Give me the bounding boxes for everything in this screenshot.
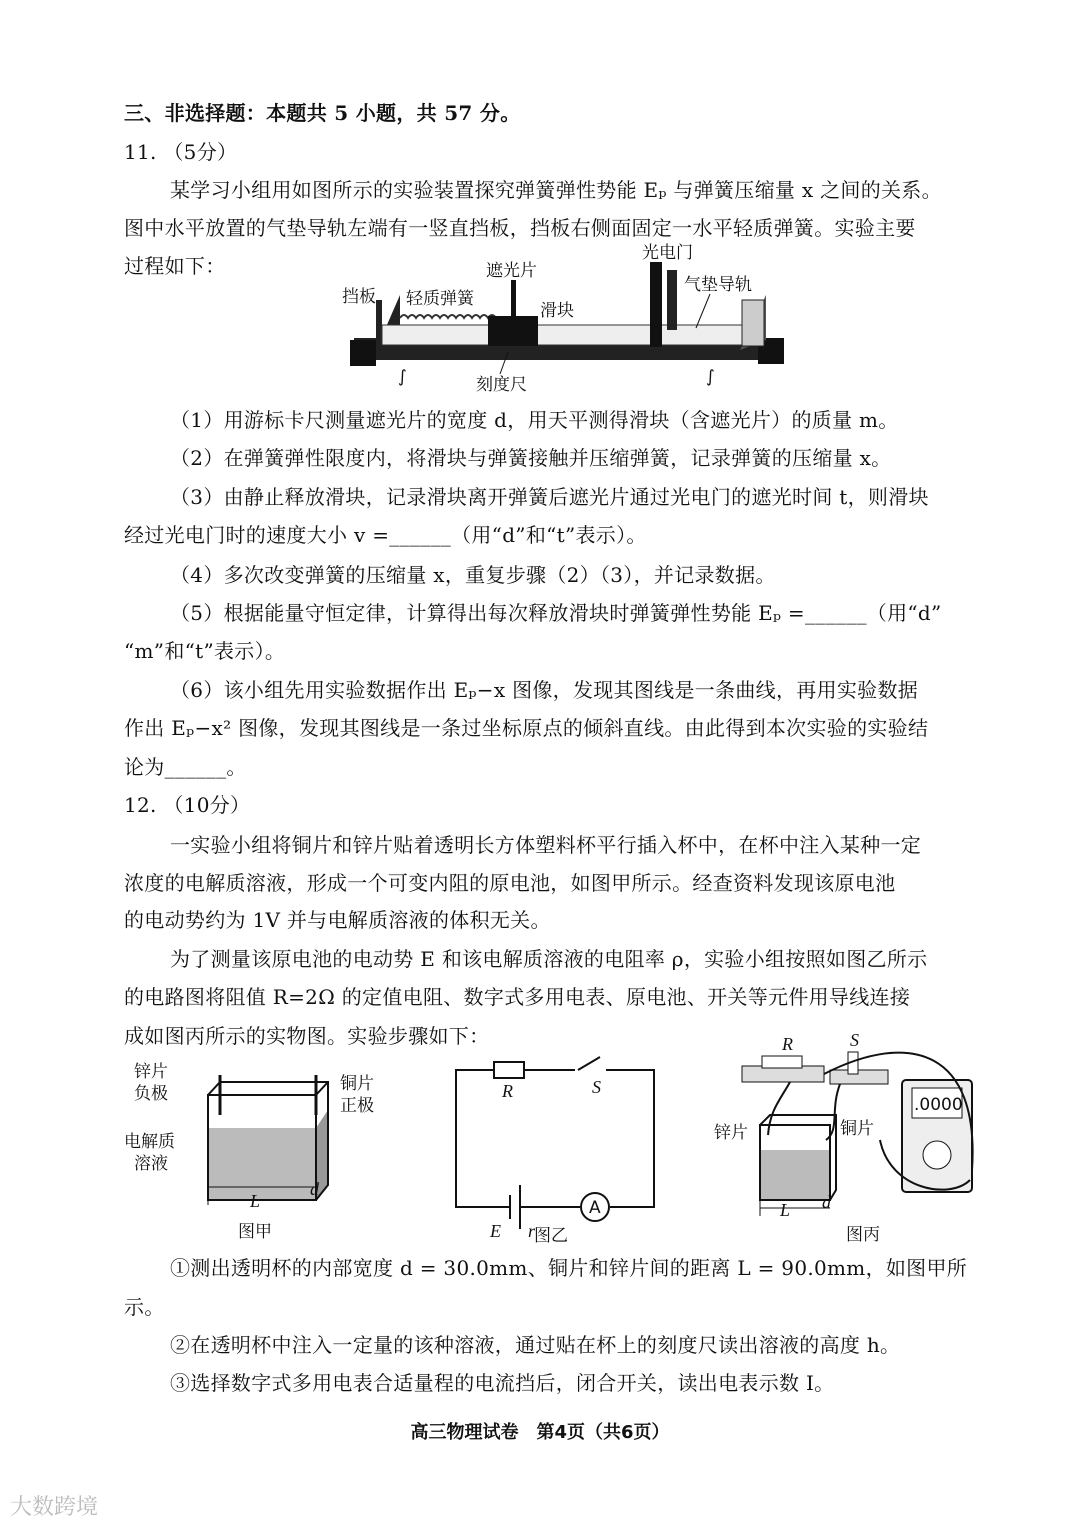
svg-text:刻度尺: 刻度尺 bbox=[476, 375, 527, 395]
q11-step: 作出 Eₚ−x² 图像，发现其图线是一条过坐标原点的倾斜直线。由此得到本次实验的实验结 bbox=[124, 716, 929, 740]
svg-text:锌片: 锌片 bbox=[134, 1062, 168, 1082]
svg-text:铜片: 铜片 bbox=[840, 1119, 874, 1139]
page-footer: 高三物理试卷 第4页（共6页） bbox=[410, 1422, 670, 1443]
svg-text:r: r bbox=[528, 1221, 536, 1241]
svg-text:图丙: 图丙 bbox=[846, 1225, 880, 1245]
svg-text:溶液: 溶液 bbox=[134, 1154, 168, 1174]
q11-step: “m”和“t”表示）。 bbox=[124, 639, 286, 663]
q11-header: 11. （5分） bbox=[124, 140, 238, 164]
svg-text:d: d bbox=[822, 1192, 831, 1212]
svg-text:正极: 正极 bbox=[340, 1096, 374, 1116]
q11-step: （1）用游标卡尺测量遮光片的宽度 d，用天平测得滑块（含遮光片）的质量 m。 bbox=[170, 408, 899, 432]
svg-text:.0000: .0000 bbox=[914, 1095, 963, 1115]
q11-step: （5）根据能量守恒定律，计算得出每次释放滑块时弹簧弹性势能 Eₚ =______（用“d” bbox=[170, 601, 942, 625]
svg-text:滑块: 滑块 bbox=[540, 301, 574, 321]
svg-text:锌片: 锌片 bbox=[714, 1123, 748, 1143]
svg-text:铜片: 铜片 bbox=[340, 1074, 374, 1094]
svg-text:R: R bbox=[782, 1034, 793, 1054]
q11-step: 论为______。 bbox=[124, 755, 247, 779]
svg-text:遮光片: 遮光片 bbox=[486, 261, 537, 281]
svg-text:A: A bbox=[589, 1198, 601, 1218]
figure-jia-beaker bbox=[120, 1055, 390, 1245]
q12-para: 的电动势约为 1V 并与电解质溶液的体积无关。 bbox=[124, 908, 551, 932]
figure-yi-circuit bbox=[440, 1055, 670, 1245]
svg-text:L: L bbox=[250, 1191, 261, 1211]
svg-text:轻质弹簧: 轻质弹簧 bbox=[406, 289, 474, 309]
q12-para: 为了测量该原电池的电动势 E 和该电解质溶液的电阻率 ρ，实验小组按照如图乙所示 bbox=[170, 947, 928, 971]
q12-step: ①测出透明杯的内部宽度 d = 30.0mm、铜片和锌片间的距离 L = 90.0mm，如图甲所 bbox=[170, 1256, 968, 1280]
svg-text:∫: ∫ bbox=[398, 367, 407, 387]
svg-text:S: S bbox=[592, 1077, 601, 1097]
q12-para: 一实验小组将铜片和锌片贴着透明长方体塑料杯平行插入杯中，在杯中注入某种一定 bbox=[170, 833, 922, 857]
svg-text:负极: 负极 bbox=[134, 1084, 168, 1104]
svg-text:图甲: 图甲 bbox=[238, 1222, 272, 1242]
svg-text:挡板: 挡板 bbox=[342, 287, 376, 307]
q11-step: （4）多次改变弹簧的压缩量 x，重复步骤（2）（3），并记录数据。 bbox=[170, 563, 776, 587]
svg-text:E: E bbox=[490, 1221, 501, 1241]
svg-text:S: S bbox=[850, 1030, 859, 1050]
svg-text:图乙: 图乙 bbox=[534, 1226, 568, 1245]
svg-text:光电门: 光电门 bbox=[642, 243, 693, 263]
section-title: 三、非选择题：本题共 5 小题，共 57 分。 bbox=[124, 101, 521, 125]
air-track-figure bbox=[340, 240, 790, 400]
q12-para: 的电路图将阻值 R=2Ω 的定值电阻、数字式多用电表、原电池、开关等元件用导线连接 bbox=[124, 985, 911, 1009]
svg-text:d: d bbox=[310, 1179, 319, 1199]
q12-para: 成如图丙所示的实物图。实验步骤如下： bbox=[124, 1024, 490, 1048]
q12-step: ③选择数字式多用电表合适量程的电流挡后，闭合开关，读出电表示数 I。 bbox=[170, 1371, 835, 1395]
q11-step: （2）在弹簧弹性限度内，将滑块与弹簧接触并压缩弹簧，记录弹簧的压缩量 x。 bbox=[170, 446, 892, 470]
q11-intro: 某学习小组用如图所示的实验装置探究弹簧弹性势能 Eₚ 与弹簧压缩量 x 之间的关系。 bbox=[170, 178, 942, 202]
q11-intro: 过程如下： bbox=[124, 254, 226, 278]
q11-step: 经过光电门时的速度大小 v =______（用“d”和“t”表示）。 bbox=[124, 523, 647, 547]
watermark: 大数跨境 bbox=[10, 1495, 99, 1520]
svg-text:∫: ∫ bbox=[706, 367, 715, 387]
q12-step: ②在透明杯中注入一定量的该种溶液，通过贴在杯上的刻度尺读出溶液的高度 h。 bbox=[170, 1333, 901, 1357]
q12-para: 浓度的电解质溶液，形成一个可变内阻的原电池，如图甲所示。经查资料发现该原电池 bbox=[124, 871, 896, 895]
svg-text:电解质: 电解质 bbox=[124, 1132, 175, 1152]
q12-step: 示。 bbox=[124, 1295, 165, 1319]
svg-text:R: R bbox=[502, 1081, 513, 1101]
q12-header: 12. （10分） bbox=[124, 793, 251, 817]
q11-step: （6）该小组先用实验数据作出 Eₚ−x 图像，发现其图线是一条曲线，再用实验数据 bbox=[170, 678, 919, 702]
svg-text:气垫导轨: 气垫导轨 bbox=[684, 275, 752, 295]
q11-intro: 图中水平放置的气垫导轨左端有一竖直挡板，挡板右侧面固定一水平轻质弹簧。实验主要 bbox=[124, 216, 916, 240]
q11-step: （3）由静止释放滑块，记录滑块离开弹簧后遮光片通过光电门的遮光时间 t，则滑块 bbox=[170, 485, 929, 509]
svg-text:L: L bbox=[780, 1200, 791, 1220]
figure-bing-physical bbox=[710, 1030, 1000, 1245]
